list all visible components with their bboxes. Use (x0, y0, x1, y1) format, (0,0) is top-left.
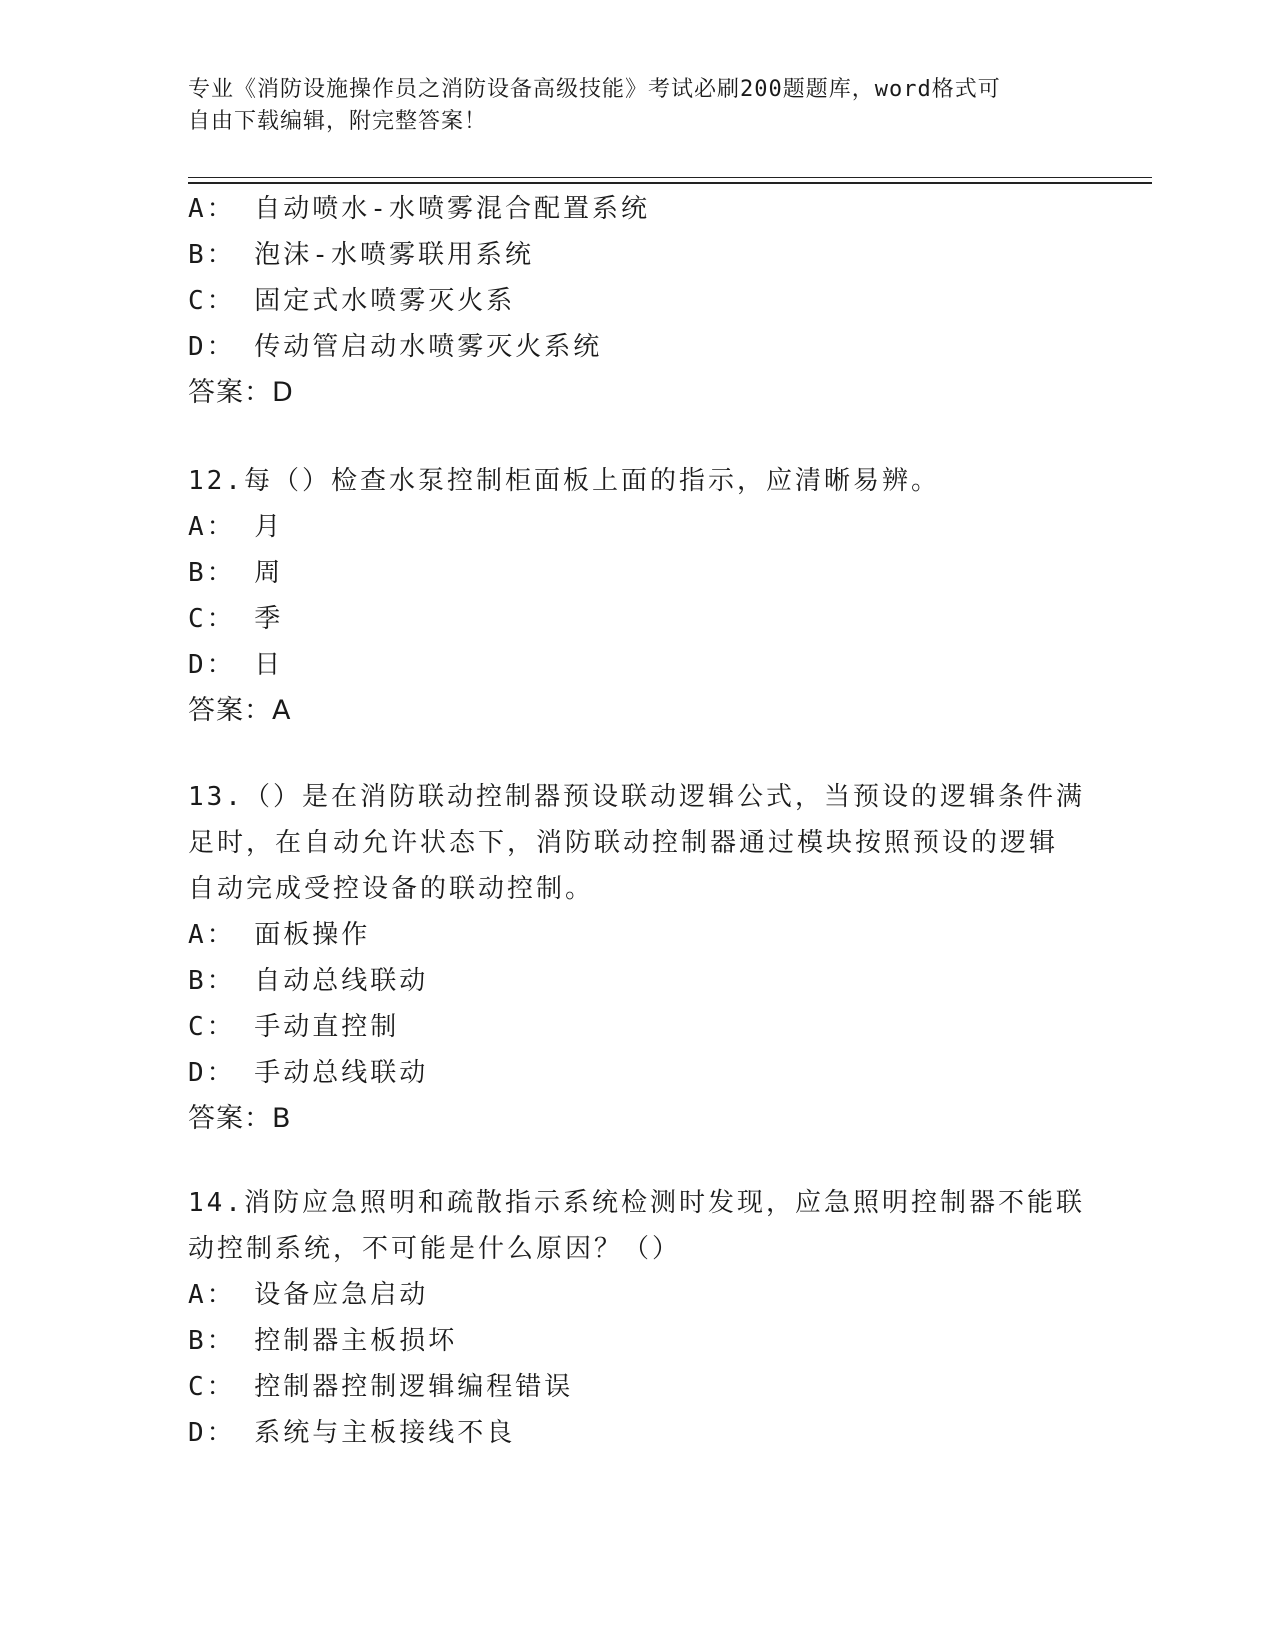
q13-question-line-1: 13.（）是在消防联动控制器预设联动逻辑公式，当预设的逻辑条件满 (188, 782, 1085, 812)
q11-answer (188, 370, 1088, 416)
q13-option-a: A： 面板操作 (188, 920, 371, 950)
answer-value: B (272, 1103, 292, 1134)
question-13-block (188, 774, 1088, 1142)
header-divider-thin (188, 177, 1152, 178)
answer-label: 答案： (188, 1103, 272, 1134)
q12-answer (188, 688, 1088, 734)
q14-question-line-2: 动控制系统，不可能是什么原因？（） (188, 1234, 682, 1264)
q12-option-a: A： 月 (188, 512, 284, 542)
q12-option-b: B： 周 (188, 558, 284, 588)
q14-question-line-1: 14.消防应急照明和疏散指示系统检测时发现，应急照明控制器不能联 (188, 1188, 1085, 1218)
q13-question-line-3: 自动完成受控设备的联动控制。 (188, 874, 595, 904)
answer-value: A (272, 695, 292, 726)
question-11-block (188, 186, 1088, 416)
answer-label: 答案： (188, 377, 272, 408)
answer-label: 答案： (188, 695, 272, 726)
q11-option-d: D： 传动管启动水喷雾灭火系统 (188, 332, 603, 362)
q13-question-line-2: 足时，在自动允许状态下，消防联动控制器通过模块按照预设的逻辑 (188, 828, 1059, 858)
q12-question-line-1: 12.每（）检查水泵控制柜面板上面的指示，应清晰易辨。 (188, 466, 940, 496)
q13-answer (188, 1096, 1088, 1142)
question-12-block (188, 458, 1088, 734)
q14-option-a: A： 设备应急启动 (188, 1280, 429, 1310)
header-line-2: 自由下载编辑，附完整答案！ (188, 109, 488, 134)
q13-option-b: B： 自动总线联动 (188, 966, 429, 996)
q11-option-c: C： 固定式水喷雾灭火系 (188, 286, 516, 316)
q11-option-b: B： 泡沫-水喷雾联用系统 (188, 240, 534, 270)
q14-option-b: B： 控制器主板损坏 (188, 1326, 458, 1356)
document-header (188, 74, 1068, 138)
q13-option-d: D： 手动总线联动 (188, 1058, 429, 1088)
q11-option-a: A： 自动喷水-水喷雾混合配置系统 (188, 194, 650, 224)
header-line-1: 专业《消防设施操作员之消防设备高级技能》考试必刷200题题库，word格式可 (188, 77, 1001, 102)
q12-option-c: C： 季 (188, 604, 284, 634)
question-14-block (188, 1180, 1088, 1456)
q12-option-d: D： 日 (188, 650, 284, 680)
q14-option-d: D： 系统与主板接线不良 (188, 1418, 516, 1448)
header-divider-thick (188, 182, 1152, 184)
answer-value: D (272, 377, 294, 408)
q14-option-c: C： 控制器控制逻辑编程错误 (188, 1372, 574, 1402)
q13-option-c: C： 手动直控制 (188, 1012, 400, 1042)
